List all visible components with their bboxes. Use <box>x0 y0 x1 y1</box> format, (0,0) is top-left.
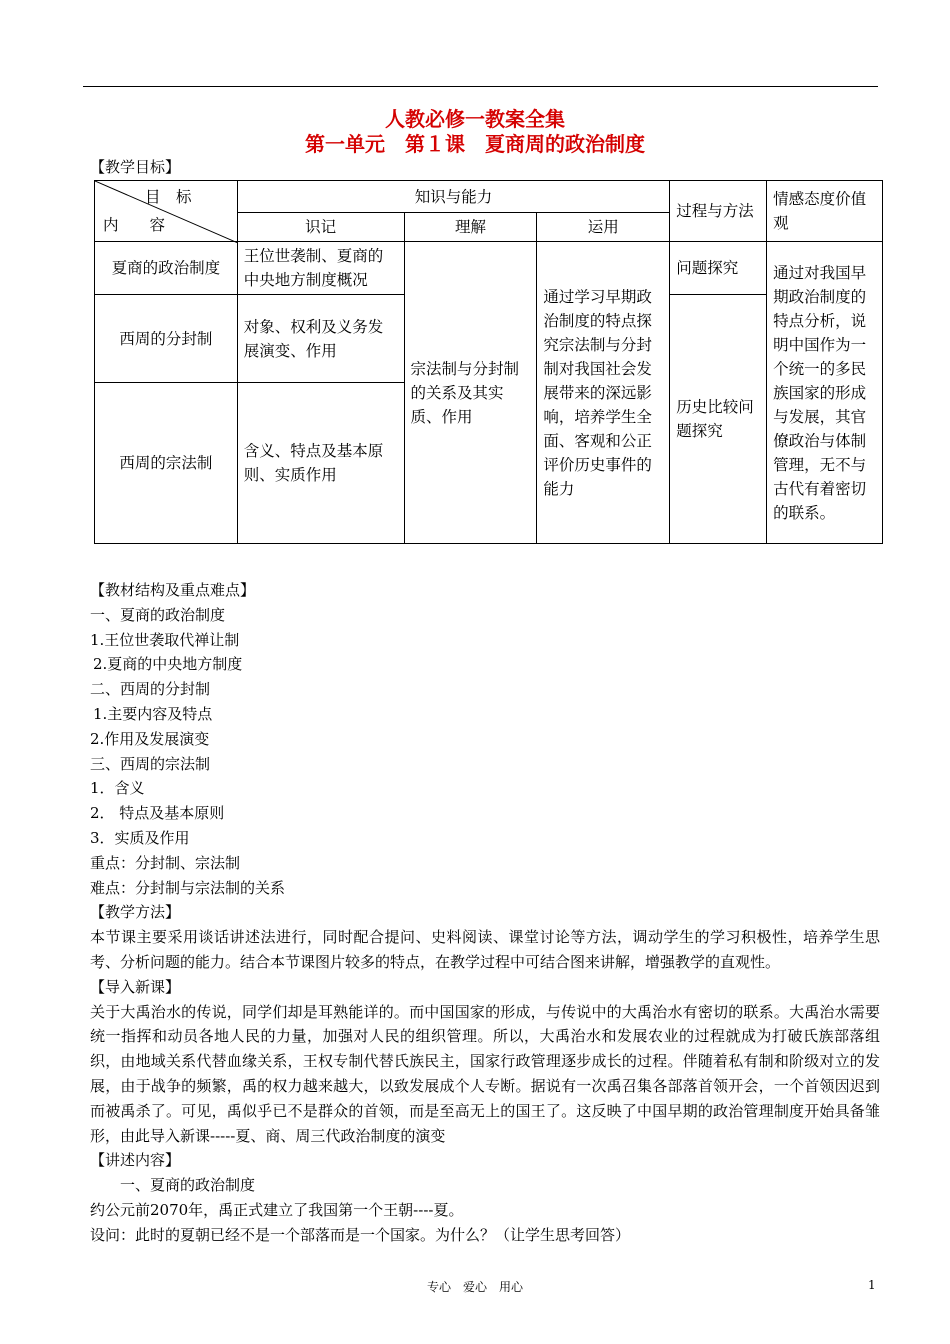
diag-bottom-label: 内 容 <box>103 216 166 234</box>
recall-header: 识记 <box>237 213 404 242</box>
diag-top-label: 目 标 <box>145 188 192 206</box>
content-line: 约公元前2070年，禹正式建立了我国第一个王朝----夏。 <box>90 1200 464 1219</box>
row-recall-xia-shang: 王位世袭制、夏商的中央地方制度概况 <box>237 242 404 295</box>
lesson-title: 第一单元 第１课 夏商周的政治制度 <box>305 132 645 156</box>
collection-title: 人教必修一教案全集 <box>385 107 565 131</box>
method-heading: 【教学方法】 <box>90 903 181 922</box>
key-point: 重点：分封制、宗法制 <box>90 853 241 872</box>
apply-cell: 通过学习早期政治制度的特点探究宗法制与分封制对我国社会发展带来的深远影响，培养学生全面、客观和公正评价历史事件的能力 <box>537 242 670 544</box>
content-question: 设问：此时的夏朝已经不是一个部落而是一个国家。为什么？（让学生思考回答） <box>90 1225 631 1244</box>
knowledge-header: 知识与能力 <box>237 181 669 213</box>
header-rule <box>83 86 878 87</box>
lesson-body <box>90 578 880 1248</box>
content-heading: 【讲述内容】 <box>90 1151 181 1170</box>
process-cell-1: 问题探究 <box>670 242 767 295</box>
intro-heading: 【导入新课】 <box>90 977 181 996</box>
diagonal-header-cell <box>95 181 238 242</box>
apply-header: 运用 <box>537 213 670 242</box>
goals-heading: 【教学目标】 <box>90 158 181 176</box>
understand-cell: 宗法制与分封制的关系及其实质、作用 <box>404 242 537 544</box>
outline-item: 2.夏商的中央地方制度 <box>93 655 243 674</box>
emotion-cell: 通过对我国早期政治制度的特点分析，说明中国作为一个统一的多民族国家的形成与发展，其官僚政治与体制管理，无不与古代有着密切的联系。 <box>767 242 883 544</box>
process-cell-2: 历史比较问题探究 <box>670 295 767 544</box>
outline-item: 1．含义 <box>90 779 145 798</box>
outline-item: 一、夏商的政治制度 <box>90 605 226 624</box>
emotion-header: 情感态度价值观 <box>767 181 883 242</box>
content-subheading: 一、夏商的政治制度 <box>120 1176 256 1195</box>
outline-item: 2.作用及发展演变 <box>90 729 210 748</box>
row-recall-fengjian: 对象、权利及义务发展演变、作用 <box>237 295 404 383</box>
row-topic-xia-shang: 夏商的政治制度 <box>95 242 238 295</box>
process-header: 过程与方法 <box>670 181 767 242</box>
outline-item: 1.主要内容及特点 <box>93 704 213 723</box>
footer-motto: 专心 爱心 用心 <box>426 1280 523 1294</box>
page-number: 1 <box>868 1278 876 1292</box>
goals-table <box>94 180 883 544</box>
row-topic-zongfa: 西周的宗法制 <box>95 383 238 544</box>
outline-item: 2． 特点及基本原则 <box>90 804 225 823</box>
outline-item: 1.王位世袭取代禅让制 <box>90 630 240 649</box>
row-recall-zongfa: 含义、特点及基本原则、实质作用 <box>237 383 404 544</box>
method-paragraph: 本节课主要采用谈话讲述法进行，同时配合提问、史料阅读、课堂讨论等方法，调动学生的学习积极性，培养学生思考、分析问题的能力。结合本节课图片较多的特点，在教学过程中可结合图来讲解，增强教学的直观性。 <box>90 928 880 971</box>
intro-paragraph: 关于大禹治水的传说，同学们却是耳熟能详的。而中国国家的形成，与传说中的大禹治水有密切的联系。大禹治水需要统一指挥和动员各地人民的力量，加强对人民的组织管理。所以，大禹治水和发展农业的过程就成为打破氏族部落组织，由地域关系代替血缘关系，王权专制代替氏族民主，国家行政管理逐步成长的过程。伴随着私有制和阶级对立的发展，由于战争的频繁，禹的权力越来越大，以致发展成个人专断。据说有一次禹召集各部落首领开会，一个首领因迟到而被禹杀了。可见，禹似乎已不是群众的首领，而是至高无上的国王了。这反映了中国早期的政治管理制度开始具备雏形，由此导入新课-----夏、商、周三代政治制度的演变 <box>90 1002 880 1145</box>
row-topic-fengjian: 西周的分封制 <box>95 295 238 383</box>
difficult-point: 难点：分封制与宗法制的关系 <box>90 878 286 897</box>
understand-header: 理解 <box>404 213 537 242</box>
outline-item: 3．实质及作用 <box>90 828 190 847</box>
outline-item: 二、西周的分封制 <box>90 680 211 699</box>
structure-heading: 【教材结构及重点难点】 <box>90 581 256 599</box>
outline-item: 三、西周的宗法制 <box>90 754 211 773</box>
